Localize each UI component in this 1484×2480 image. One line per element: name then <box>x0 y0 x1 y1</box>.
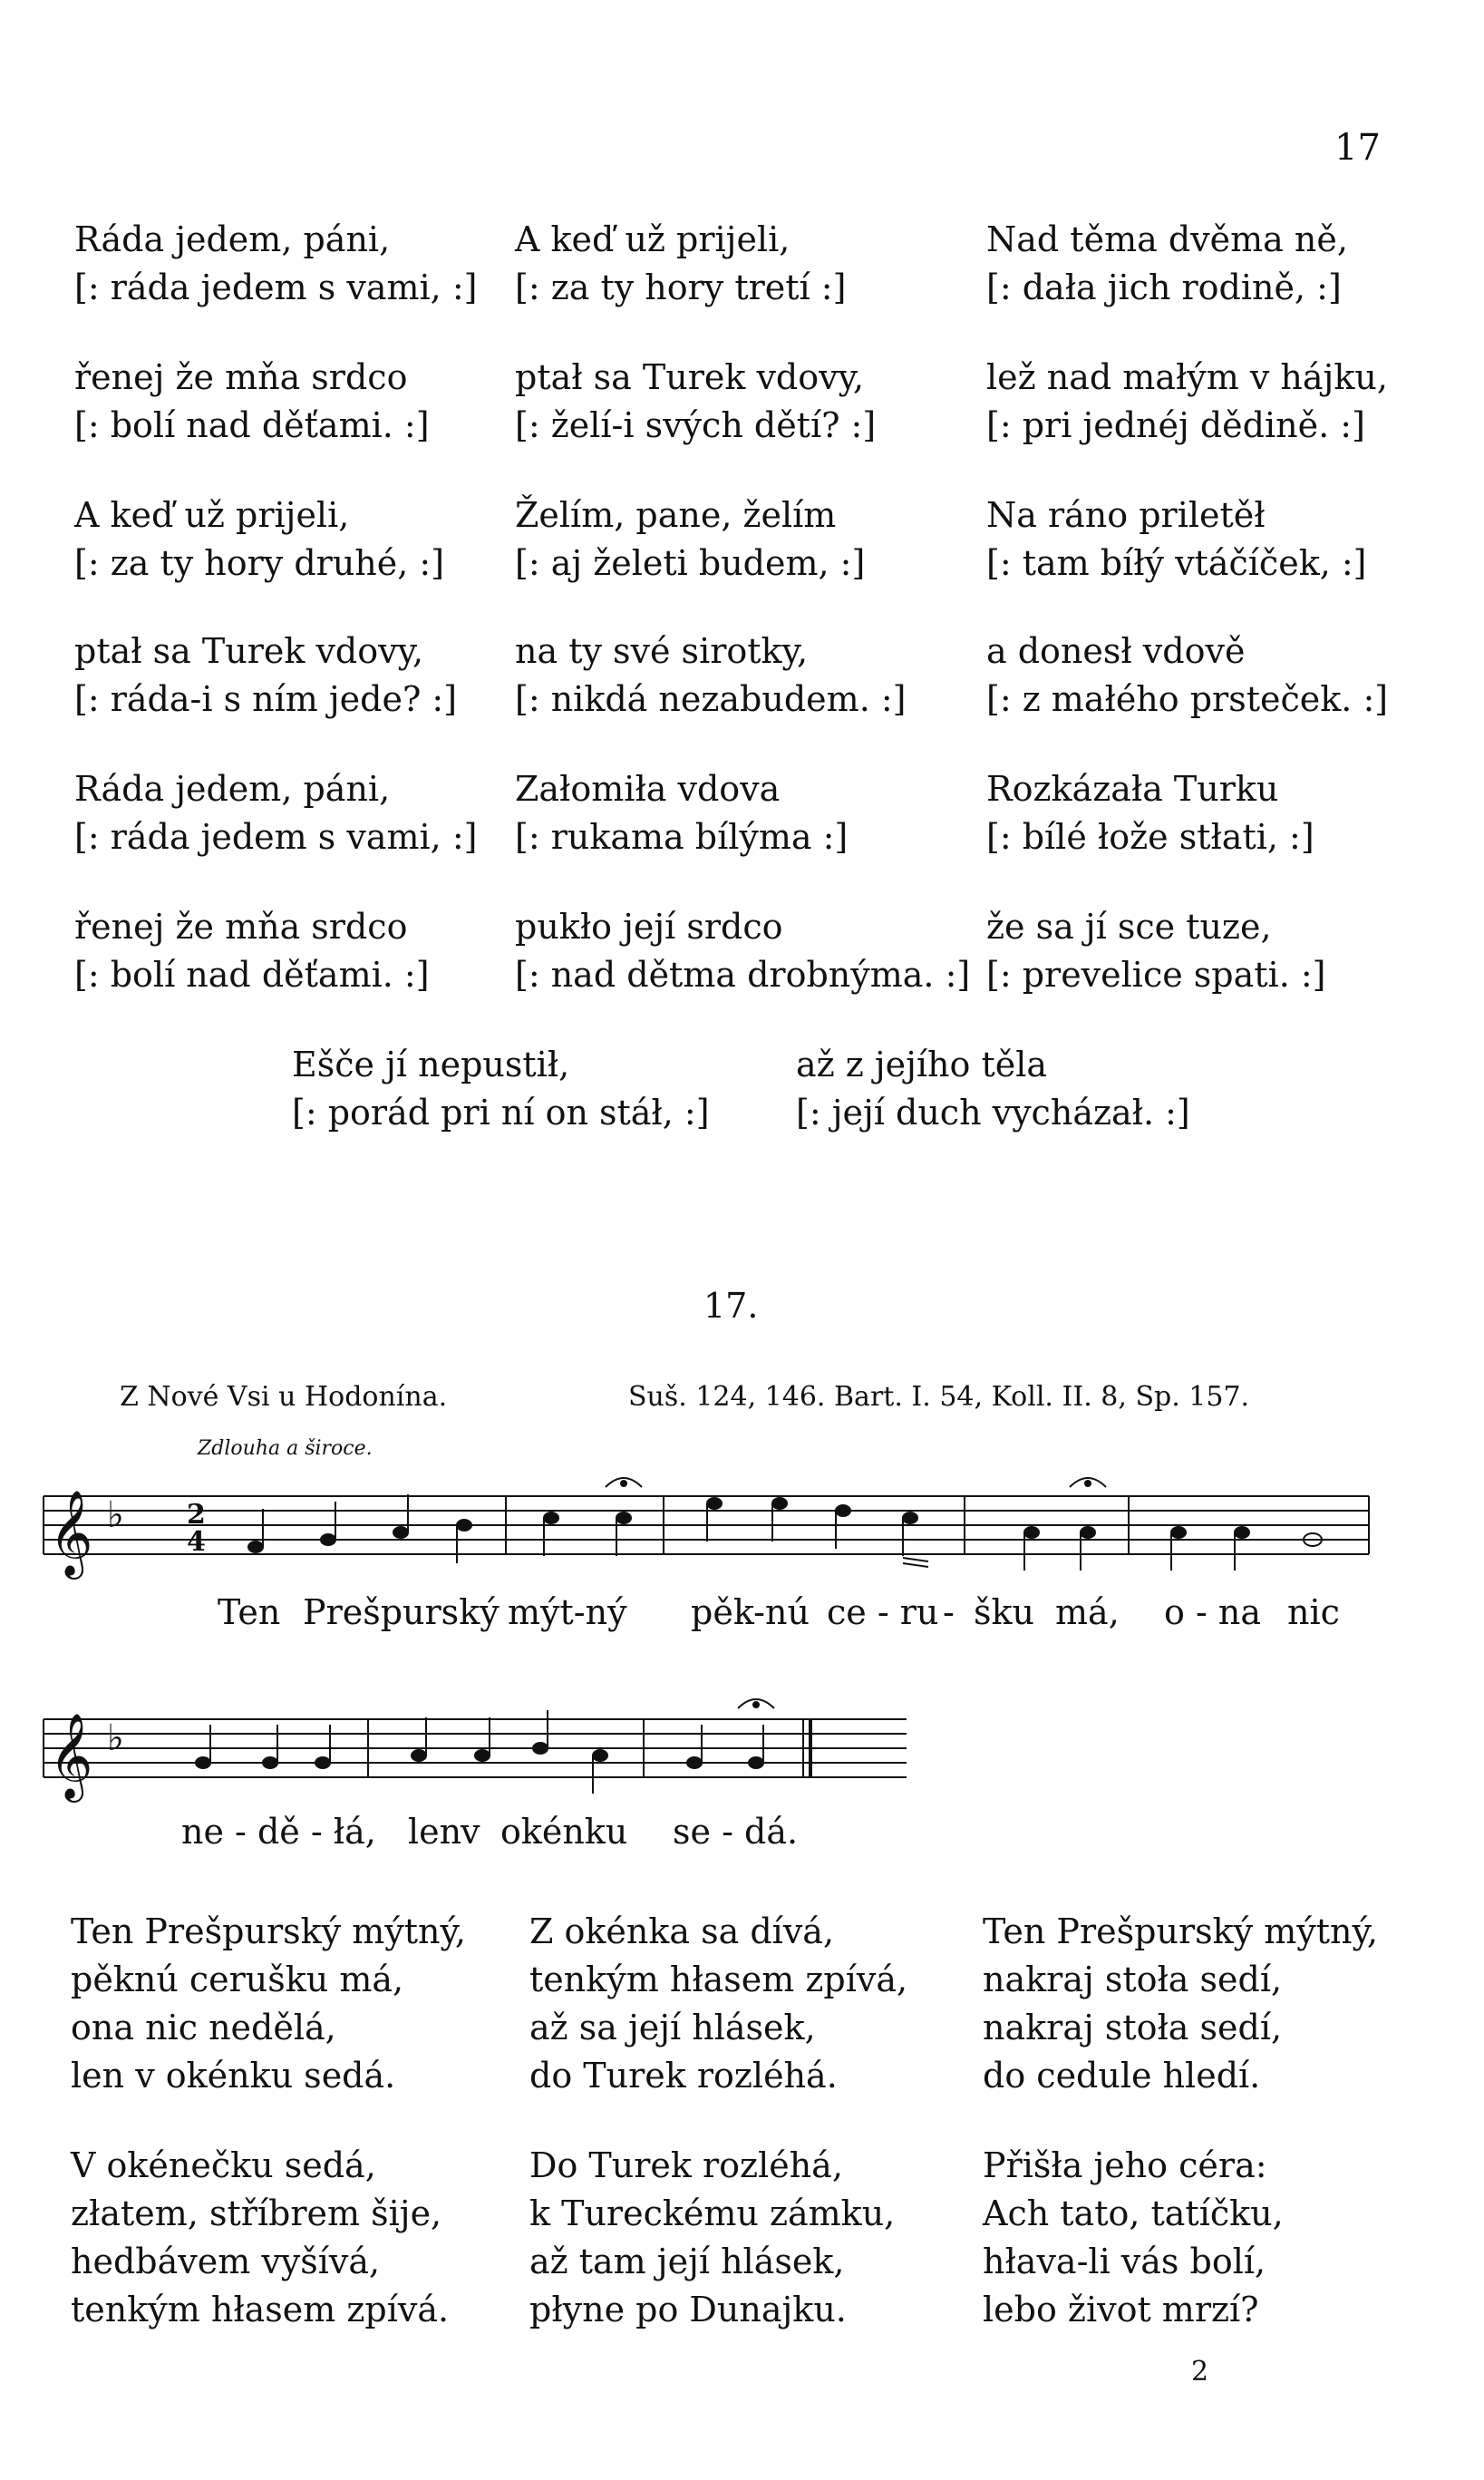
verse-line: Ráda jedem, páni, <box>74 219 391 259</box>
verse-line: lež nad małým v hájku, <box>986 357 1388 397</box>
verse-line: Přišła jeho céra: <box>983 2145 1267 2185</box>
song-origin: Z Nové Vsi u Hodonína. <box>120 1381 448 1413</box>
verse-line: [: bolí nad děťami. :] <box>74 405 430 445</box>
verse-line: až tam její hlásek, <box>529 2242 845 2281</box>
verse-line: Nad těma dvěma ně, <box>986 219 1348 259</box>
stanza <box>983 1908 1378 2100</box>
notes-staff-2 <box>196 1699 774 1794</box>
lyric-syllable: o - na <box>1164 1592 1262 1632</box>
verse-line: Załomiła vdova <box>515 769 781 809</box>
verse-line: Ráda jedem, páni, <box>74 769 391 809</box>
verse-line: [: nikdá nezabudem. :] <box>515 679 907 719</box>
stanza <box>71 2142 449 2334</box>
verse-line: [: za ty hory tretí :] <box>515 267 847 307</box>
verse-line: [: ráda jedem s vami, :] <box>74 267 478 307</box>
stanza <box>71 1908 466 2100</box>
verse-line: Ešče jí nepustił, <box>292 1045 570 1084</box>
verse-line: [: z małého prsteček. :] <box>986 679 1389 719</box>
verse-line: až z jejího těla <box>796 1045 1048 1084</box>
verse-line: [: její duch vycházał. :] <box>796 1093 1190 1133</box>
verse-line: pěknú cerušku má, <box>71 1960 404 1999</box>
verse-line: hłava-li vás bolí, <box>983 2242 1266 2281</box>
verse-line: ona nic nedělá, <box>71 2008 336 2047</box>
lyric-syllable: nic <box>1287 1592 1340 1632</box>
verse-line: ptał sa Turek vdovy, <box>74 631 424 671</box>
lyric-syllable: ce - ru <box>827 1592 939 1632</box>
verse-line: [: bílé łože stłati, :] <box>986 817 1314 857</box>
song-references: Suš. 124, 146. Bart. I. 54, Koll. II. 8, Sp. 157. <box>628 1381 1250 1413</box>
lyric-syllable: - <box>943 1592 955 1632</box>
verse-line: [: aj želeti budem, :] <box>515 543 866 583</box>
treble-clef-icon: 𝄞 <box>49 1713 93 1799</box>
verse-line: na ty své sirotky, <box>515 631 809 671</box>
verse-line: lebo život mrzí? <box>983 2290 1259 2329</box>
stanza <box>529 1908 907 2100</box>
staff-2 <box>44 1719 907 1777</box>
signature-mark: 2 <box>1191 2356 1209 2388</box>
verse-line: řenej že mňa srdco <box>74 907 408 947</box>
lyric-syllable: má, <box>1055 1592 1120 1632</box>
verse-line: tenkým hłasem zpívá, <box>529 1960 908 1999</box>
verse-line: [: dała jich rodině, :] <box>986 267 1342 307</box>
svg-text:♭: ♭ <box>107 1494 124 1536</box>
verse-line: Rozkázała Turku <box>986 769 1279 809</box>
verse-line: [: za ty hory druhé, :] <box>74 543 445 583</box>
verse-line: [: ráda-i s ním jede? :] <box>74 679 458 719</box>
verse-line: len v okénku sedá. <box>71 2056 396 2096</box>
verse-line: tenkým hłasem zpívá. <box>71 2290 450 2329</box>
verse-line: [: prevelice spati. :] <box>986 955 1326 995</box>
time-signature <box>187 1499 206 1558</box>
verse-line: [: tam bíłý vtáčíček, :] <box>986 543 1367 583</box>
page-number: 17 <box>1334 127 1381 169</box>
verse-line: a donesł vdově <box>986 631 1246 671</box>
song-number: 17. <box>703 1286 759 1326</box>
verse-line: [: porád pri ní on stáł, :] <box>292 1093 710 1133</box>
tempo-marking: Zdlouha a široce. <box>198 1437 373 1460</box>
svg-text:𝄞: 𝄞 <box>49 1490 93 1576</box>
verse-line: ptał sa Turek vdovy, <box>515 357 865 397</box>
verse-line: [: rukama bílýma :] <box>515 817 849 857</box>
verse-line: Želím, pane, želím <box>515 495 837 535</box>
lyric-syllable: se - dá. <box>673 1812 799 1852</box>
verse-line: Ach tato, tatíčku, <box>983 2193 1284 2233</box>
verse-line: złatem, stříbrem šije, <box>71 2193 442 2233</box>
verse-line: k Tureckému zámku, <box>529 2193 896 2233</box>
verse-line: [: bolí nad děťami. :] <box>74 955 430 995</box>
lyric-syllable: v <box>461 1812 480 1852</box>
stanza <box>983 2142 1284 2334</box>
verse-line: nakraj stoła sedí, <box>983 2008 1283 2047</box>
verse-line: [: želí-i svých dětí? :] <box>515 405 877 445</box>
verse-line: nakraj stoła sedí, <box>983 1960 1283 1999</box>
verse-line: hedbávem vyšívá, <box>71 2242 381 2281</box>
key-flat-icon: ♭ <box>107 1717 124 1759</box>
verse-line: [: nad dětma drobnýma. :] <box>515 955 971 995</box>
key-flat-icon <box>107 1494 124 1536</box>
verse-line: Ten Prešpurský mýtný, <box>983 1911 1378 1951</box>
verse-line: řenej že mňa srdco <box>74 357 408 397</box>
verse-line: V okénečku sedá, <box>71 2145 376 2185</box>
verse-line: [: pri jednéj dědině. :] <box>986 405 1365 445</box>
lyric-syllable: mýt-ný <box>508 1592 627 1632</box>
lyric-syllable: šku <box>974 1592 1035 1632</box>
treble-clef-icon <box>49 1490 92 1580</box>
lyric-syllable: len <box>408 1812 462 1852</box>
stanza <box>529 2142 895 2334</box>
verse-line: Na ráno priletěł <box>986 495 1266 535</box>
lyric-syllable: pěk-nú <box>691 1592 810 1632</box>
lyric-syllable: Ten <box>218 1592 281 1632</box>
verse-line: Ten Prešpurský mýtný, <box>71 1911 466 1951</box>
verse-line: A keď už prijeli, <box>515 219 790 259</box>
lyric-syllable: okénku <box>500 1812 628 1852</box>
verse-line: płyne po Dunajku. <box>529 2290 847 2329</box>
verse-line: [: ráda jedem s vami, :] <box>74 817 478 857</box>
verse-line: pukło její srdco <box>515 907 783 947</box>
verse-line: že sa jí sce tuze, <box>986 907 1272 947</box>
verse-line: Z okénka sa dívá, <box>529 1911 835 1951</box>
verse-line: Do Turek rozléhá, <box>529 2145 843 2185</box>
verse-line: až sa její hlásek, <box>529 2008 816 2047</box>
verse-line: do cedule hledí. <box>983 2056 1261 2096</box>
time-signature-top: 2 <box>187 1499 206 1531</box>
verse-line: A keď už prijeli, <box>74 495 350 535</box>
lyric-syllable: ne - dě - łá, <box>181 1812 376 1852</box>
time-signature-bottom: 4 <box>187 1526 206 1558</box>
lyric-syllable: Prešpurský <box>303 1592 500 1632</box>
verse-line: do Turek rozléhá. <box>529 2056 838 2096</box>
